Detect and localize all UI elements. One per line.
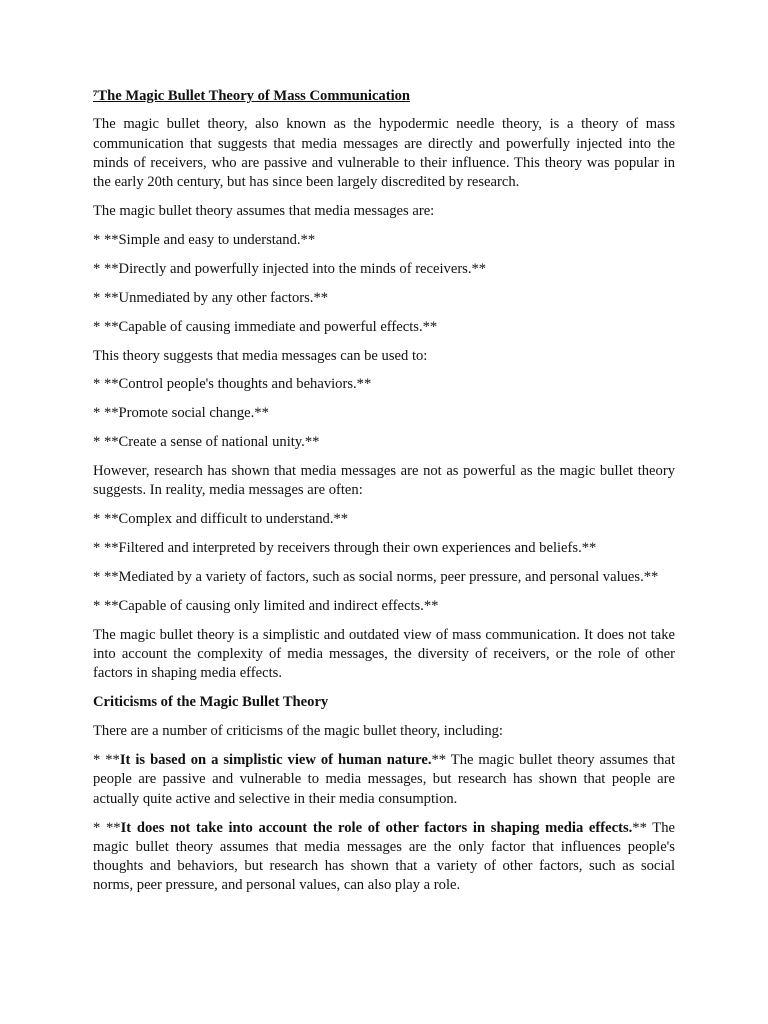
list-item: * **Create a sense of national unity.**	[93, 434, 320, 451]
uses-intro: This theory suggests that media messages can be used to:	[93, 347, 428, 364]
criticism-lead: It does not take into account the role of other factors in shaping media effects.	[120, 819, 633, 836]
conclusion-paragraph: The magic bullet theory is a simplistic and outdated view of mass communication. It does not take into account the complexity of media messages, the diversity of receivers, or the role of other factors in shaping media effects.	[93, 626, 675, 682]
list-item: * **Filtered and interpreted by receivers through their own experiences and beliefs.**	[93, 540, 597, 557]
criticism-body: ** The magic bullet theory assumes that media messages are the only factor that influences people's thoughts and behaviors, but research has shown that a variety of other factors, such as social norms, peer pressure, and personal values, can also play a role.	[93, 819, 675, 894]
criticisms-intro: There are a number of criticisms of the magic bullet theory, including:	[93, 723, 503, 740]
list-item: * **Directly and powerfully injected into the minds of receivers.**	[93, 260, 487, 277]
document-page	[93, 87, 675, 905]
however-paragraph: However, research has shown that media messages are not as powerful as the magic bullet theory suggests. In reality, media messages are often:	[93, 463, 675, 499]
criticism-body: ** The magic bullet theory assumes that people are passive and vulnerable to media messages, but research has shown that people are actually quite active and selective in their media consumption.	[93, 752, 676, 807]
criticism-prefix: * **	[93, 819, 121, 836]
list-item: * **Complex and difficult to understand.**	[93, 511, 349, 528]
criticism-prefix: * **	[93, 752, 120, 769]
criticism-item	[93, 819, 675, 896]
list-item: * **Unmediated by any other factors.**	[93, 289, 329, 306]
criticism-lead: It is based on a simplistic view of human nature.	[119, 752, 432, 769]
list-item: * **Capable of causing only limited and indirect effects.**	[93, 597, 439, 614]
assumes-intro: The magic bullet theory assumes that media messages are:	[93, 203, 435, 220]
criticisms-heading: Criticisms of the Magic Bullet Theory	[93, 694, 329, 711]
list-item: * **Mediated by a variety of factors, such as social norms, peer pressure, and personal values.**	[93, 569, 659, 586]
list-item: * **Simple and easy to understand.**	[93, 231, 316, 248]
criticism-item	[93, 751, 675, 809]
list-item: * **Promote social change.**	[93, 405, 269, 422]
list-item: * **Capable of causing immediate and powerful effects.**	[93, 318, 438, 335]
document-title: ⁷The Magic Bullet Theory of Mass Communication	[93, 88, 411, 104]
list-item: * **Control people's thoughts and behaviors.**	[93, 376, 372, 393]
intro-paragraph: The magic bullet theory, also known as the hypodermic needle theory, is a theory of mass communication that suggests that media messages are directly and powerfully injected into the minds of receivers, who are passive and vulnerable to their influence. This theory was popular in the early 20th century, but has since been largely discredited by research.	[93, 116, 675, 191]
